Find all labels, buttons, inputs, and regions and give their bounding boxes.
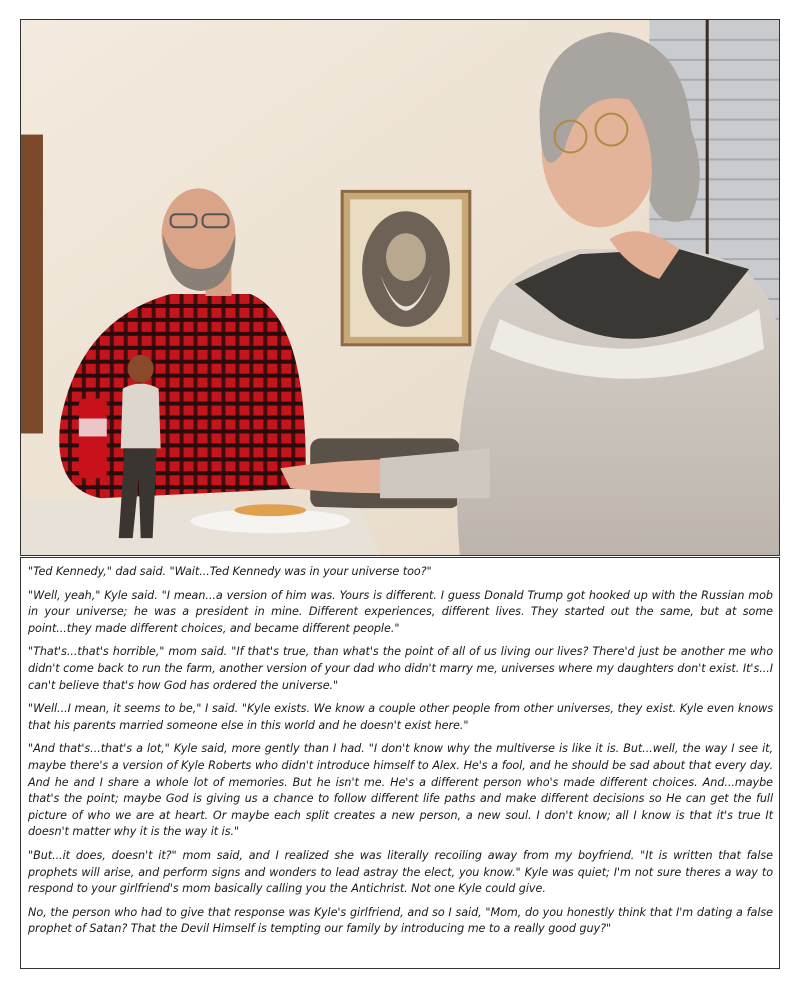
paragraph-6: "But...it does, doesn't it?" mom said, and I realized she was literally recoiling away from my boyfriend. "It is written that false prophets will arise, and perform signs and wonders to lead astray the elect, you know." Kyle was quiet; I'm not sure theres a way to respond to your girlfriend's mom basically calling you the Antichrist. Not one Kyle could give. bbox=[28, 848, 773, 896]
scene-illustration bbox=[21, 20, 779, 555]
paragraph-1: "Ted Kennedy," dad said. "Wait...Ted Kennedy was in your universe too?" bbox=[28, 565, 432, 578]
door-frame bbox=[21, 135, 43, 434]
food bbox=[234, 504, 306, 516]
paragraph-7: No, the person who had to give that response was Kyle's girlfriend, and so I said, "Mom, do you honestly think that I'm dating a false prophet of Satan? That the Devil Himself is tempting our family by introducing me to a really good guy?" bbox=[28, 905, 773, 936]
paragraph-3: "That's...that's horrible," mom said. "If that's true, than what's the point of all of us living our lives? There'd just be another me who didn't come back to run the farm, another version of your dad who didn't marry me, universes where my daughters don't exist. It's...I can't believe that's how God has ordered the universe." bbox=[28, 645, 773, 692]
paragraph-4: "Well...I mean, it seems to be," I said. "Kyle exists. We know a couple other people from other universes, they exist. Kyle even knows that his parents married someone else in this world and he doesn't exist here." bbox=[28, 702, 773, 732]
wall-portrait bbox=[342, 191, 470, 344]
narration-text-box bbox=[20, 557, 780, 969]
comic-panel bbox=[20, 19, 780, 556]
paragraph-5: "And that's...that's a lot," Kyle said, more gently than I had. "I don't know why the multiverse is like it is. But...well, the way I see it, maybe there's a version of Kyle Roberts who didn't introduce himself to Alex. He's a fool, and he should be sad about that every day. And he and I share a whole lot of memories. But he isn't me. He's a different person who's made different choices. And...maybe that's the point; maybe God is giving us a chance to follow different life paths and make different decisions so He can get the full picture of who we are at heart. Or maybe each split creates a new person, a new soul. I don't know; all I know is that it's true It doesn't matter why it is the way it is." bbox=[28, 742, 773, 839]
paragraph-2: "Well, yeah," Kyle said. "I mean...a version of him was. Yours is different. I guess Donald Trump got hooked up with the Russian mob in your universe; he was a president in mine. Different experiences, different lives. They started out the same, but at some point...they made different choices, and became different people." bbox=[28, 588, 773, 635]
soda-can bbox=[79, 399, 107, 479]
